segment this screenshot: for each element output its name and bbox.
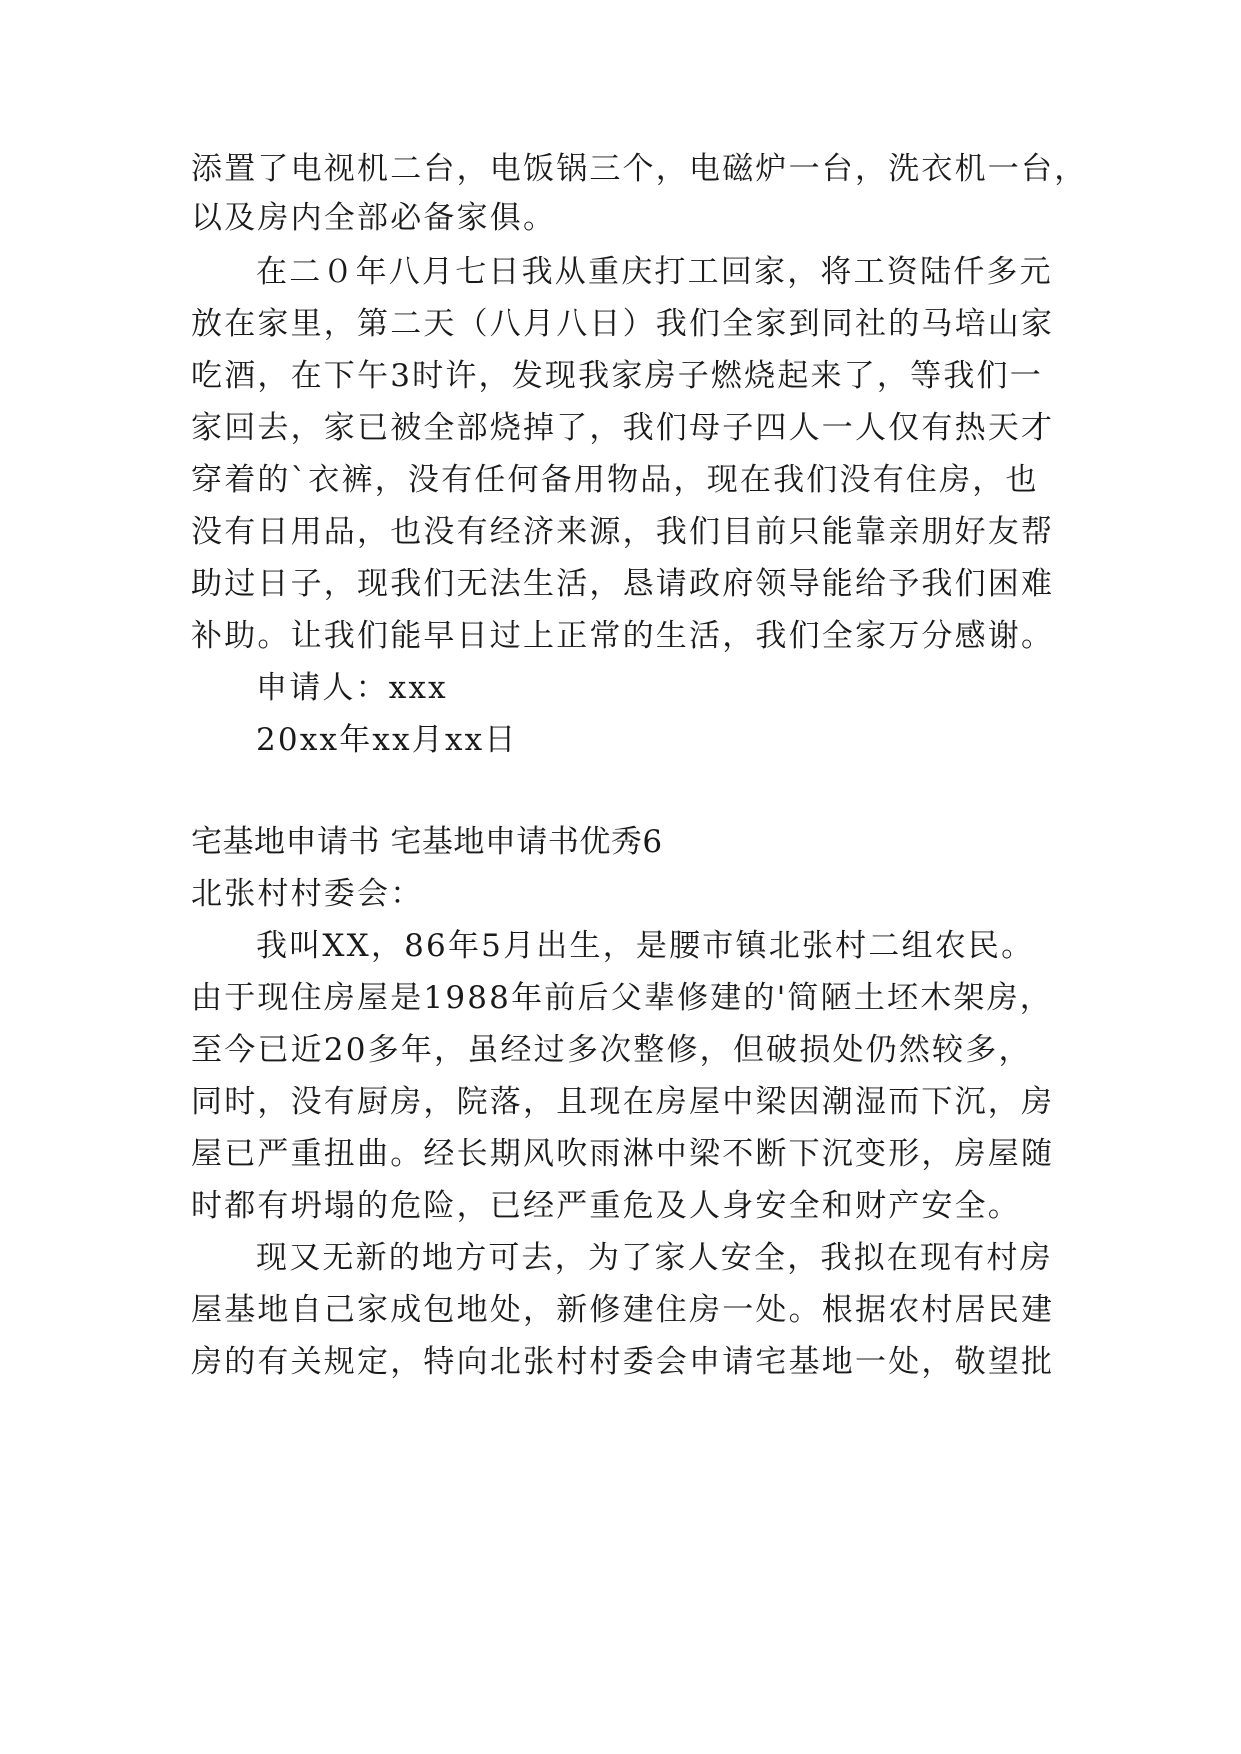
body-line: 添置了电视机二台，电饭锅三个，电磁炉一台，洗衣机一台， (191, 151, 1088, 187)
body-line: 时都有坍塌的危险，已经严重危及人身安全和财产安全。 (191, 1188, 1021, 1224)
body-line: 房的有关规定，特向北张村村委会申请宅基地一处，敬望批 (191, 1344, 1055, 1380)
salutation: 北张村村委会： (191, 876, 424, 912)
section-title: 宅基地申请书 宅基地申请书优秀6 (191, 824, 663, 860)
body-line: 由于现住房屋是1988年前后父辈修建的'简陋土坯木架房， (191, 980, 1054, 1016)
applicant-signature: 申请人：xxx (256, 670, 448, 706)
body-line: 吃酒，在下午3时许，发现我家房子燃烧起来了，等我们一 (191, 358, 1043, 394)
body-line: 现又无新的地方可去，为了家人安全，我拟在现有村房 (256, 1240, 1053, 1276)
signature-date: 20xx年xx月xx日 (256, 722, 518, 758)
body-line: 屋基地自己家成包地处，新修建住房一处。根据农村居民建 (191, 1292, 1055, 1328)
body-line: 屋已严重扭曲。经长期风吹雨淋中梁不断下沉变形，房屋随 (191, 1136, 1055, 1172)
body-line: 我叫XX，86年5月出生，是腰市镇北张村二组农民。 (256, 928, 1035, 964)
body-line: 家回去，家已被全部烧掉了，我们母子四人一人仅有热天才 (191, 410, 1055, 446)
body-line: 同时，没有厨房，院落，且现在房屋中梁因潮湿而下沉，房 (191, 1084, 1055, 1120)
body-line: 在二０年八月七日我从重庆打工回家，将工资陆仟多元 (256, 254, 1053, 290)
body-line: 没有日用品，也没有经济来源，我们目前只能靠亲朋好友帮 (191, 514, 1055, 550)
body-line: 穿着的`衣裤，没有任何备用物品，现在我们没有住房，也 (191, 462, 1039, 498)
body-line: 至今已近20多年，虽经过多次整修，但破损处仍然较多， (191, 1032, 1032, 1068)
body-line: 补助。让我们能早日过上正常的生活，我们全家万分感谢。 (191, 618, 1055, 654)
body-line: 助过日子，现我们无法生活，恳请政府领导能给予我们困难 (191, 566, 1055, 602)
body-line: 放在家里，第二天（八月八日）我们全家到同社的马培山家 (191, 306, 1055, 342)
body-line: 以及房内全部必备家俱。 (191, 200, 557, 236)
